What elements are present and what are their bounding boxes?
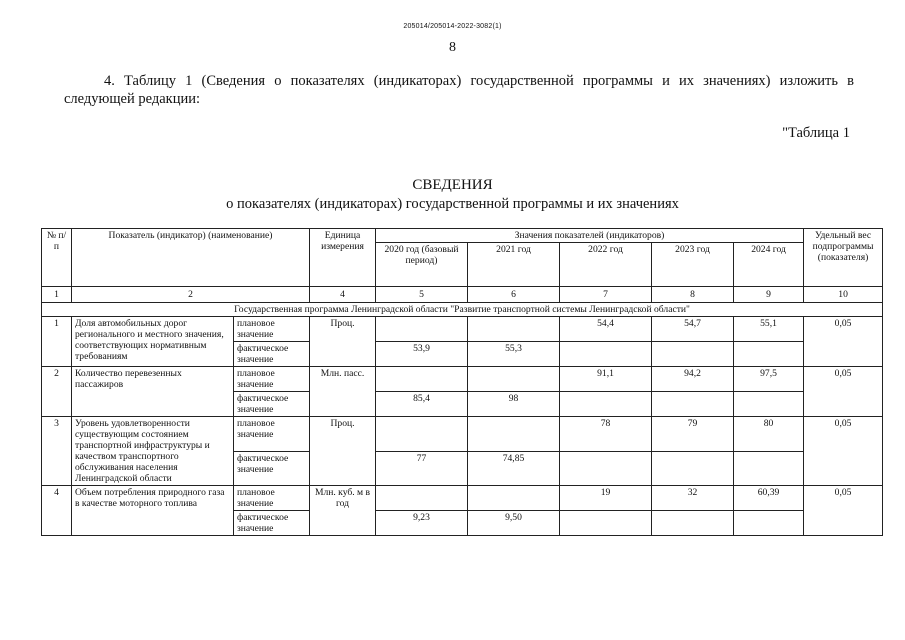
fact-value: [560, 451, 652, 486]
fact-value: [652, 451, 734, 486]
plan-label: плановое значение: [234, 317, 310, 342]
plan-value: [376, 417, 468, 452]
fact-value: 85,4: [376, 392, 468, 417]
plan-value: [376, 486, 468, 511]
plan-value: [376, 317, 468, 342]
plan-value: 78: [560, 417, 652, 452]
plan-value: 79: [652, 417, 734, 452]
plan-label: плановое значение: [234, 486, 310, 511]
row-number: 1: [42, 317, 72, 367]
plan-value: 19: [560, 486, 652, 511]
plan-value: 54,4: [560, 317, 652, 342]
fact-value: 74,85: [468, 451, 560, 486]
fact-value: [734, 342, 804, 367]
fact-label: фактическое значение: [234, 511, 310, 536]
column-number: 10: [804, 287, 883, 303]
row-number: 2: [42, 367, 72, 417]
fact-value: [734, 451, 804, 486]
page-subtitle: о показателях (индикаторах) государственной программы и их значениях: [226, 196, 679, 212]
indicator-name: Доля автомобильных дорог регионального и местного значения, соответствующих нормативным требованиям: [72, 317, 234, 367]
fact-value: 9,23: [376, 511, 468, 536]
column-number: 1: [42, 287, 72, 303]
weight-value: 0,05: [804, 417, 883, 486]
unit: Проц.: [310, 417, 376, 486]
page-title: СВЕДЕНИЯ: [412, 177, 493, 193]
unit: Млн. куб. м в год: [310, 486, 376, 536]
plan-value: [468, 486, 560, 511]
header-year-2023: 2023 год: [652, 243, 734, 287]
document-id: 205014/205014-2022-3082(1): [403, 23, 502, 30]
fact-label: фактическое значение: [234, 342, 310, 367]
column-number: 6: [468, 287, 560, 303]
page-number: 8: [449, 40, 456, 55]
plan-value: 80: [734, 417, 804, 452]
table-label: "Таблица 1: [782, 125, 850, 141]
column-number: 4: [310, 287, 376, 303]
fact-label: фактическое значение: [234, 451, 310, 486]
unit: Млн. пасс.: [310, 367, 376, 417]
fact-value: [560, 511, 652, 536]
plan-value: 55,1: [734, 317, 804, 342]
plan-value: 94,2: [652, 367, 734, 392]
indicator-name: Объем потребления природного газа в качестве моторного топлива: [72, 486, 234, 536]
header-weight: Удельный вес подпрограммы (показателя): [804, 229, 883, 287]
indicator-name: Уровень удовлетворенности существующим состоянием транспортной инфраструктуры и качеством транспортного обслуживания населения Ленинградской области: [72, 417, 234, 486]
plan-value: 97,5: [734, 367, 804, 392]
unit: Проц.: [310, 317, 376, 367]
indicator-row-plan: [42, 486, 883, 511]
fact-value: [652, 392, 734, 417]
plan-value: [468, 417, 560, 452]
plan-value: [468, 367, 560, 392]
header-no: № п/п: [42, 229, 72, 287]
header-year-2020: 2020 год (базовый период): [376, 243, 468, 287]
plan-value: 60,39: [734, 486, 804, 511]
weight-value: 0,05: [804, 486, 883, 536]
indicators-table: [41, 228, 883, 536]
header-values-group: Значения показателей (индикаторов): [376, 229, 804, 243]
column-number: 7: [560, 287, 652, 303]
header-year-2021: 2021 год: [468, 243, 560, 287]
header-year-2022: 2022 год: [560, 243, 652, 287]
fact-value: 98: [468, 392, 560, 417]
plan-value: 91,1: [560, 367, 652, 392]
fact-value: [560, 392, 652, 417]
row-number: 3: [42, 417, 72, 486]
plan-label: плановое значение: [234, 367, 310, 392]
indicator-row-plan: [42, 367, 883, 392]
plan-value: [468, 317, 560, 342]
column-number-row: [42, 287, 883, 303]
header-indicator: Показатель (индикатор) (наименование): [72, 229, 310, 287]
intro-paragraph: 4. Таблицу 1 (Сведения о показателях (индикаторах) государственной программы и их значениях) изложить в следующей редакции:: [64, 73, 854, 107]
fact-value: [652, 511, 734, 536]
fact-value: [652, 342, 734, 367]
indicator-name: Количество перевезенных пассажиров: [72, 367, 234, 417]
fact-value: 53,9: [376, 342, 468, 367]
indicator-row-plan: [42, 317, 883, 342]
column-number: 2: [72, 287, 310, 303]
plan-label: плановое значение: [234, 417, 310, 452]
fact-value: 9,50: [468, 511, 560, 536]
fact-value: 55,3: [468, 342, 560, 367]
program-title-row: [42, 303, 883, 317]
fact-value: [734, 511, 804, 536]
weight-value: 0,05: [804, 317, 883, 367]
plan-value: 32: [652, 486, 734, 511]
column-number: 9: [734, 287, 804, 303]
program-title: Государственная программа Ленинградской области "Развитие транспортной системы Ленинградской области": [42, 303, 883, 317]
indicator-row-plan: [42, 417, 883, 452]
header-row: [42, 229, 883, 243]
fact-value: [734, 392, 804, 417]
header-unit: Единица измерения: [310, 229, 376, 287]
weight-value: 0,05: [804, 367, 883, 417]
fact-label: фактическое значение: [234, 392, 310, 417]
fact-value: 77: [376, 451, 468, 486]
plan-value: [376, 367, 468, 392]
column-number: 5: [376, 287, 468, 303]
column-number: 8: [652, 287, 734, 303]
row-number: 4: [42, 486, 72, 536]
plan-value: 54,7: [652, 317, 734, 342]
header-year-2024: 2024 год: [734, 243, 804, 287]
fact-value: [560, 342, 652, 367]
